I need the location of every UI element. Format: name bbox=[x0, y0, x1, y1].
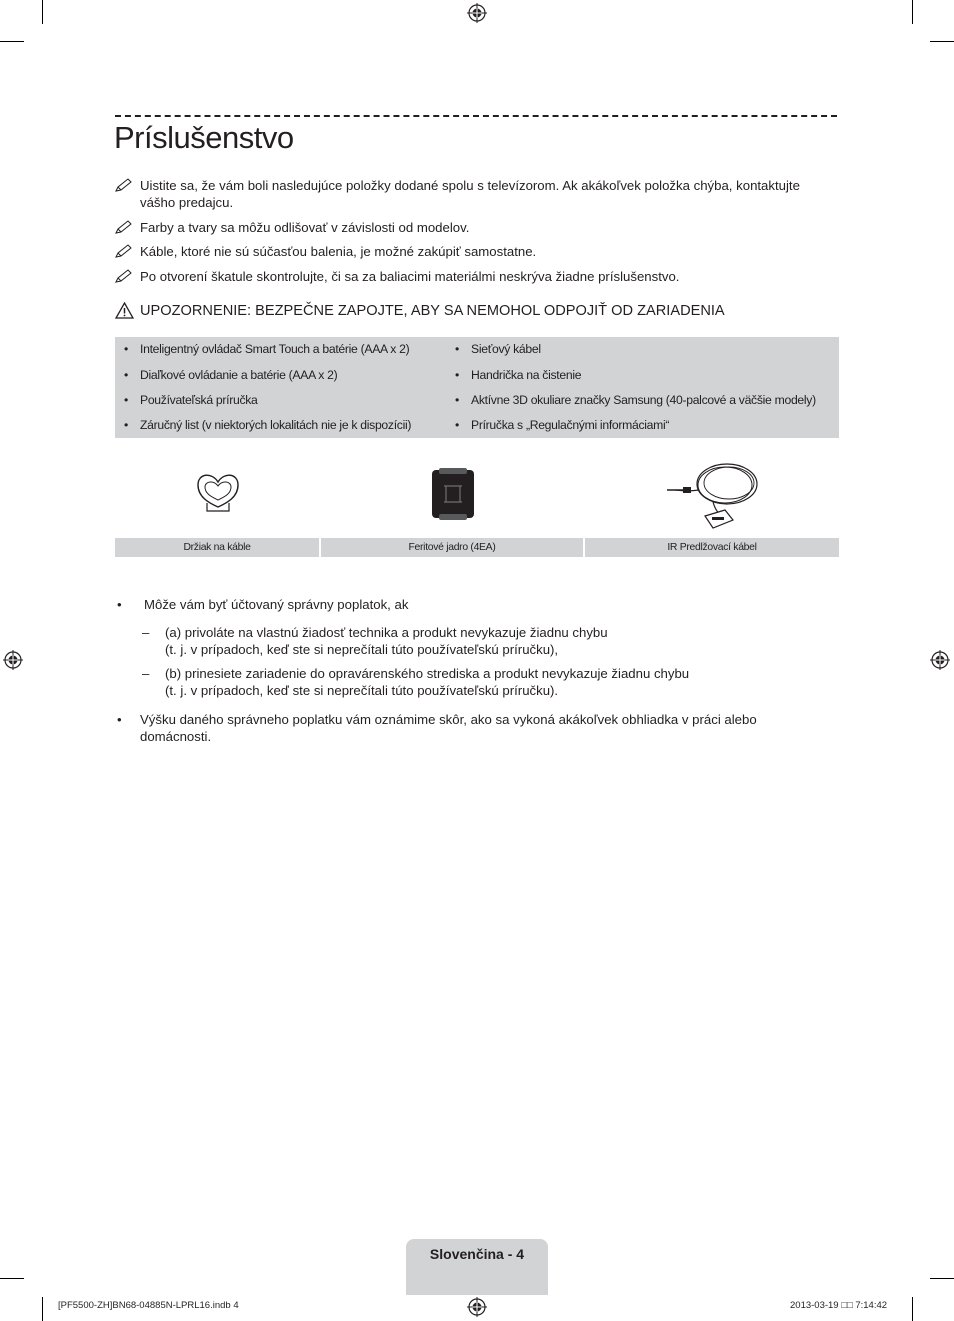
fee-note: Výšku daného správneho poplatku vám oznámime skôr, ako sa vykoná akákoľvek obhliadka v práci alebo bbox=[140, 712, 757, 727]
crop-mark bbox=[42, 0, 43, 24]
fee-item-b-detail: (t. j. v prípadoch, keď ste si neprečítali túto používateľskú príručku). bbox=[165, 683, 559, 698]
note-text: Po otvorení škatule skontrolujte, či sa za baliacimi materiálmi neskrýva žiadne príslušenstvo. bbox=[140, 268, 680, 284]
dash: – bbox=[142, 625, 150, 640]
registration-mark-icon bbox=[3, 650, 23, 670]
file-slug: [PF5500-ZH]BN68-04885N-LPRL16.indb 4 bbox=[58, 1300, 239, 1311]
caution-heading bbox=[115, 302, 837, 320]
pencil-note-icon bbox=[115, 244, 133, 258]
accessory-item: • Sieťový kábel bbox=[455, 342, 541, 356]
accessory-item: • Handrička na čistenie bbox=[455, 368, 581, 382]
cable-holder-icon bbox=[195, 470, 241, 515]
accessory-item: • Používateľská príručka bbox=[124, 393, 258, 407]
fee-intro: Môže vám byť účtovaný správny poplatok, ak bbox=[144, 597, 409, 612]
accessory-item: • Záručný list (v niektorých lokalitách nie je k dispozícii) bbox=[124, 418, 411, 432]
pencil-note-icon bbox=[115, 178, 133, 192]
bullet: • bbox=[117, 597, 122, 612]
registration-mark-icon bbox=[467, 3, 487, 23]
accessory-images bbox=[115, 447, 839, 537]
page-title: Príslušenstvo bbox=[114, 120, 294, 155]
registration-mark-icon bbox=[930, 650, 950, 670]
note-item bbox=[115, 268, 837, 285]
crop-mark bbox=[930, 41, 954, 42]
note-text: Uistite sa, že vám boli nasledujúce položky dodané spolu s televízorom. Ak akákoľvek položka chýba, kontaktujte vášho predajcu. bbox=[140, 178, 800, 210]
crop-mark bbox=[930, 1278, 954, 1279]
crop-mark bbox=[0, 1278, 24, 1279]
dash: – bbox=[142, 666, 150, 681]
section-divider bbox=[115, 115, 837, 117]
fee-item-a-detail: (t. j. v prípadoch, keď ste si neprečítali túto používateľskú príručku), bbox=[165, 642, 559, 657]
pencil-note-icon bbox=[115, 220, 133, 234]
accessory-item: • Diaľkové ovládanie a batérie (AAA x 2) bbox=[124, 368, 337, 382]
ir-extender-cable-icon bbox=[665, 454, 761, 534]
fee-item-b: (b) prinesiete zariadenie do opravárenského strediska a produkt nevykazuje žiadnu chybu bbox=[165, 666, 690, 681]
notes-list bbox=[115, 177, 837, 292]
fee-note-cont: domácnosti. bbox=[140, 729, 212, 744]
note-item bbox=[115, 243, 837, 260]
fee-item-a: (a) privoláte na vlastnú žiadosť technika a produkt nevykazuje žiadnu chybu bbox=[165, 625, 608, 640]
caution-text: UPOZORNENIE: BEZPEČNE ZAPOJTE, ABY SA NEMOHOL ODPOJIŤ OD ZARIADENIA bbox=[140, 303, 725, 319]
caption-ferrite-core: Feritové jadro (4EA) bbox=[321, 538, 583, 557]
bullet: • bbox=[117, 712, 122, 727]
registration-mark-icon bbox=[467, 1297, 487, 1317]
note-text: Farby a tvary sa môžu odlišovať v závislosti od modelov. bbox=[140, 219, 470, 235]
accessories-box bbox=[115, 337, 839, 438]
caption-cable-holder: Držiak na káble bbox=[115, 538, 319, 557]
crop-mark bbox=[42, 1297, 43, 1321]
caption-ir-extender: IR Predlžovací kábel bbox=[585, 538, 839, 557]
pencil-note-icon bbox=[115, 269, 133, 283]
crop-mark bbox=[0, 41, 24, 42]
crop-mark bbox=[912, 1297, 913, 1321]
page-number-tab bbox=[406, 1239, 548, 1295]
image-captions bbox=[115, 538, 839, 557]
note-item bbox=[115, 177, 837, 211]
print-timestamp: 2013-03-19 □□ 7:14:42 bbox=[790, 1300, 888, 1311]
accessory-item: • Inteligentný ovládač Smart Touch a batérie (AAA x 2) bbox=[124, 342, 409, 356]
crop-mark bbox=[912, 0, 913, 24]
page-number: Slovenčina - 4 bbox=[429, 1246, 525, 1262]
ferrite-core-icon bbox=[431, 468, 475, 520]
note-item bbox=[115, 219, 837, 236]
warning-triangle-icon bbox=[115, 302, 134, 319]
accessory-item: • Aktívne 3D okuliare značky Samsung (40-palcové a väčšie modely) bbox=[455, 393, 816, 407]
accessory-item: • Príručka s „Regulačnými informáciami“ bbox=[455, 418, 669, 432]
note-text: Káble, ktoré nie sú súčasťou balenia, je možné zakúpiť samostatne. bbox=[140, 244, 537, 259]
